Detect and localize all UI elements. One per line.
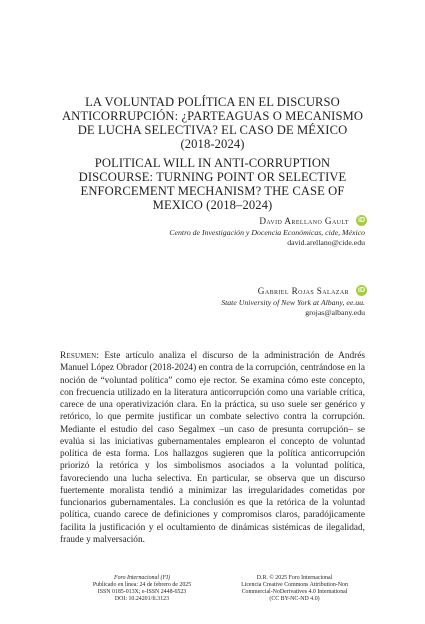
issn: ISSN 0185-013X; e-ISSN 2448-6523	[97, 589, 187, 596]
journal-name: Foro Internacional (FI)	[113, 575, 171, 581]
license-line: (CC BY-NC-ND 4.0)	[269, 596, 320, 603]
abstract-label: Resumen:	[60, 351, 100, 361]
title-english: POLITICAL WILL IN ANTI-CORRUPTION DISCOURSE: TURNING POINT OR SELECTIVE ENFORCEMENT MECHANISM? THE CASE OF MEXICO (2018–2024)	[78, 156, 347, 212]
copyright: D.R. © 2025 Foro Internacional	[256, 575, 333, 581]
footer-license-info	[222, 575, 367, 603]
publication-date: Publicado en línea: 24 de febrero de 2025	[92, 582, 192, 589]
license-line: Commercial-NoDerivatives 4.0 International	[241, 589, 348, 596]
author-affiliation: Centro de Investigación y Docencia Económicas, cide, México	[169, 227, 365, 237]
doi[interactable]: DOI: 10.24201/fi.3123	[114, 596, 170, 603]
author-affiliation: State University of New York at Albany, ee.uu.	[221, 297, 365, 307]
author-email[interactable]: grojas@albany.edu	[305, 308, 365, 317]
author-block	[65, 286, 365, 319]
footer-publication-info	[82, 575, 202, 603]
author-email[interactable]: david.arellano@cide.edu	[287, 238, 365, 247]
license-line: Licencia Creative Commons Attribution-Non	[241, 582, 348, 589]
title-spanish: LA VOLUNTAD POLÍTICA EN EL DISCURSO ANTICORRUPCIÓN: ¿PARTEAGUAS O MECANISMO DE LUCHA SELECTIVA? EL CASO DE MÉXICO (2018-2024)	[61, 95, 364, 151]
abstract-text: Este artículo analiza el discurso de la administración de Andrés Manuel López Obrador (2018-2024) en contra de la corrupción, centrándose en la noción de “voluntad política” como eje rector. Se examina cómo este concepto, con frecuencia utilizado en la literatura anticorrupción como una variable crítica, carece de una operativización clara. En la práctica, su uso suele ser genérico y retórico, lo que permite justificar un combate selectivo contra la corrupción. Mediante el estudio del caso Segalmex –un caso de presunta corrupción– se evalúa si las iniciativas gubernamentales emplearon el concepto de voluntad política de esta forma. Los hallazgos sugieren que la política anticorrupción priorizó la retórica y los simbolismos asociados a la voluntad política, favoreciendo una lucha selectiva. En particular, se observa que un discurso fuertemente moralista tendió a minimizar las irregularidades cometidas por funcionarios gubernamentales. La conclusión es que la retórica de la voluntad política, cuando carece de definiciones y compromisos claros, paradójicamente facilita la justificación y el ocultamiento de dinámicas sistémicas de ilegalidad, fraude y malversación.	[60, 351, 365, 545]
author-block	[65, 216, 365, 249]
orcid-icon[interactable]: iD	[358, 287, 365, 294]
author-name: David Arellano Gault	[259, 216, 349, 226]
author-name: Gabriel Rojas Salazar	[257, 286, 349, 296]
orcid-icon[interactable]: iD	[358, 217, 365, 224]
abstract	[60, 350, 365, 546]
